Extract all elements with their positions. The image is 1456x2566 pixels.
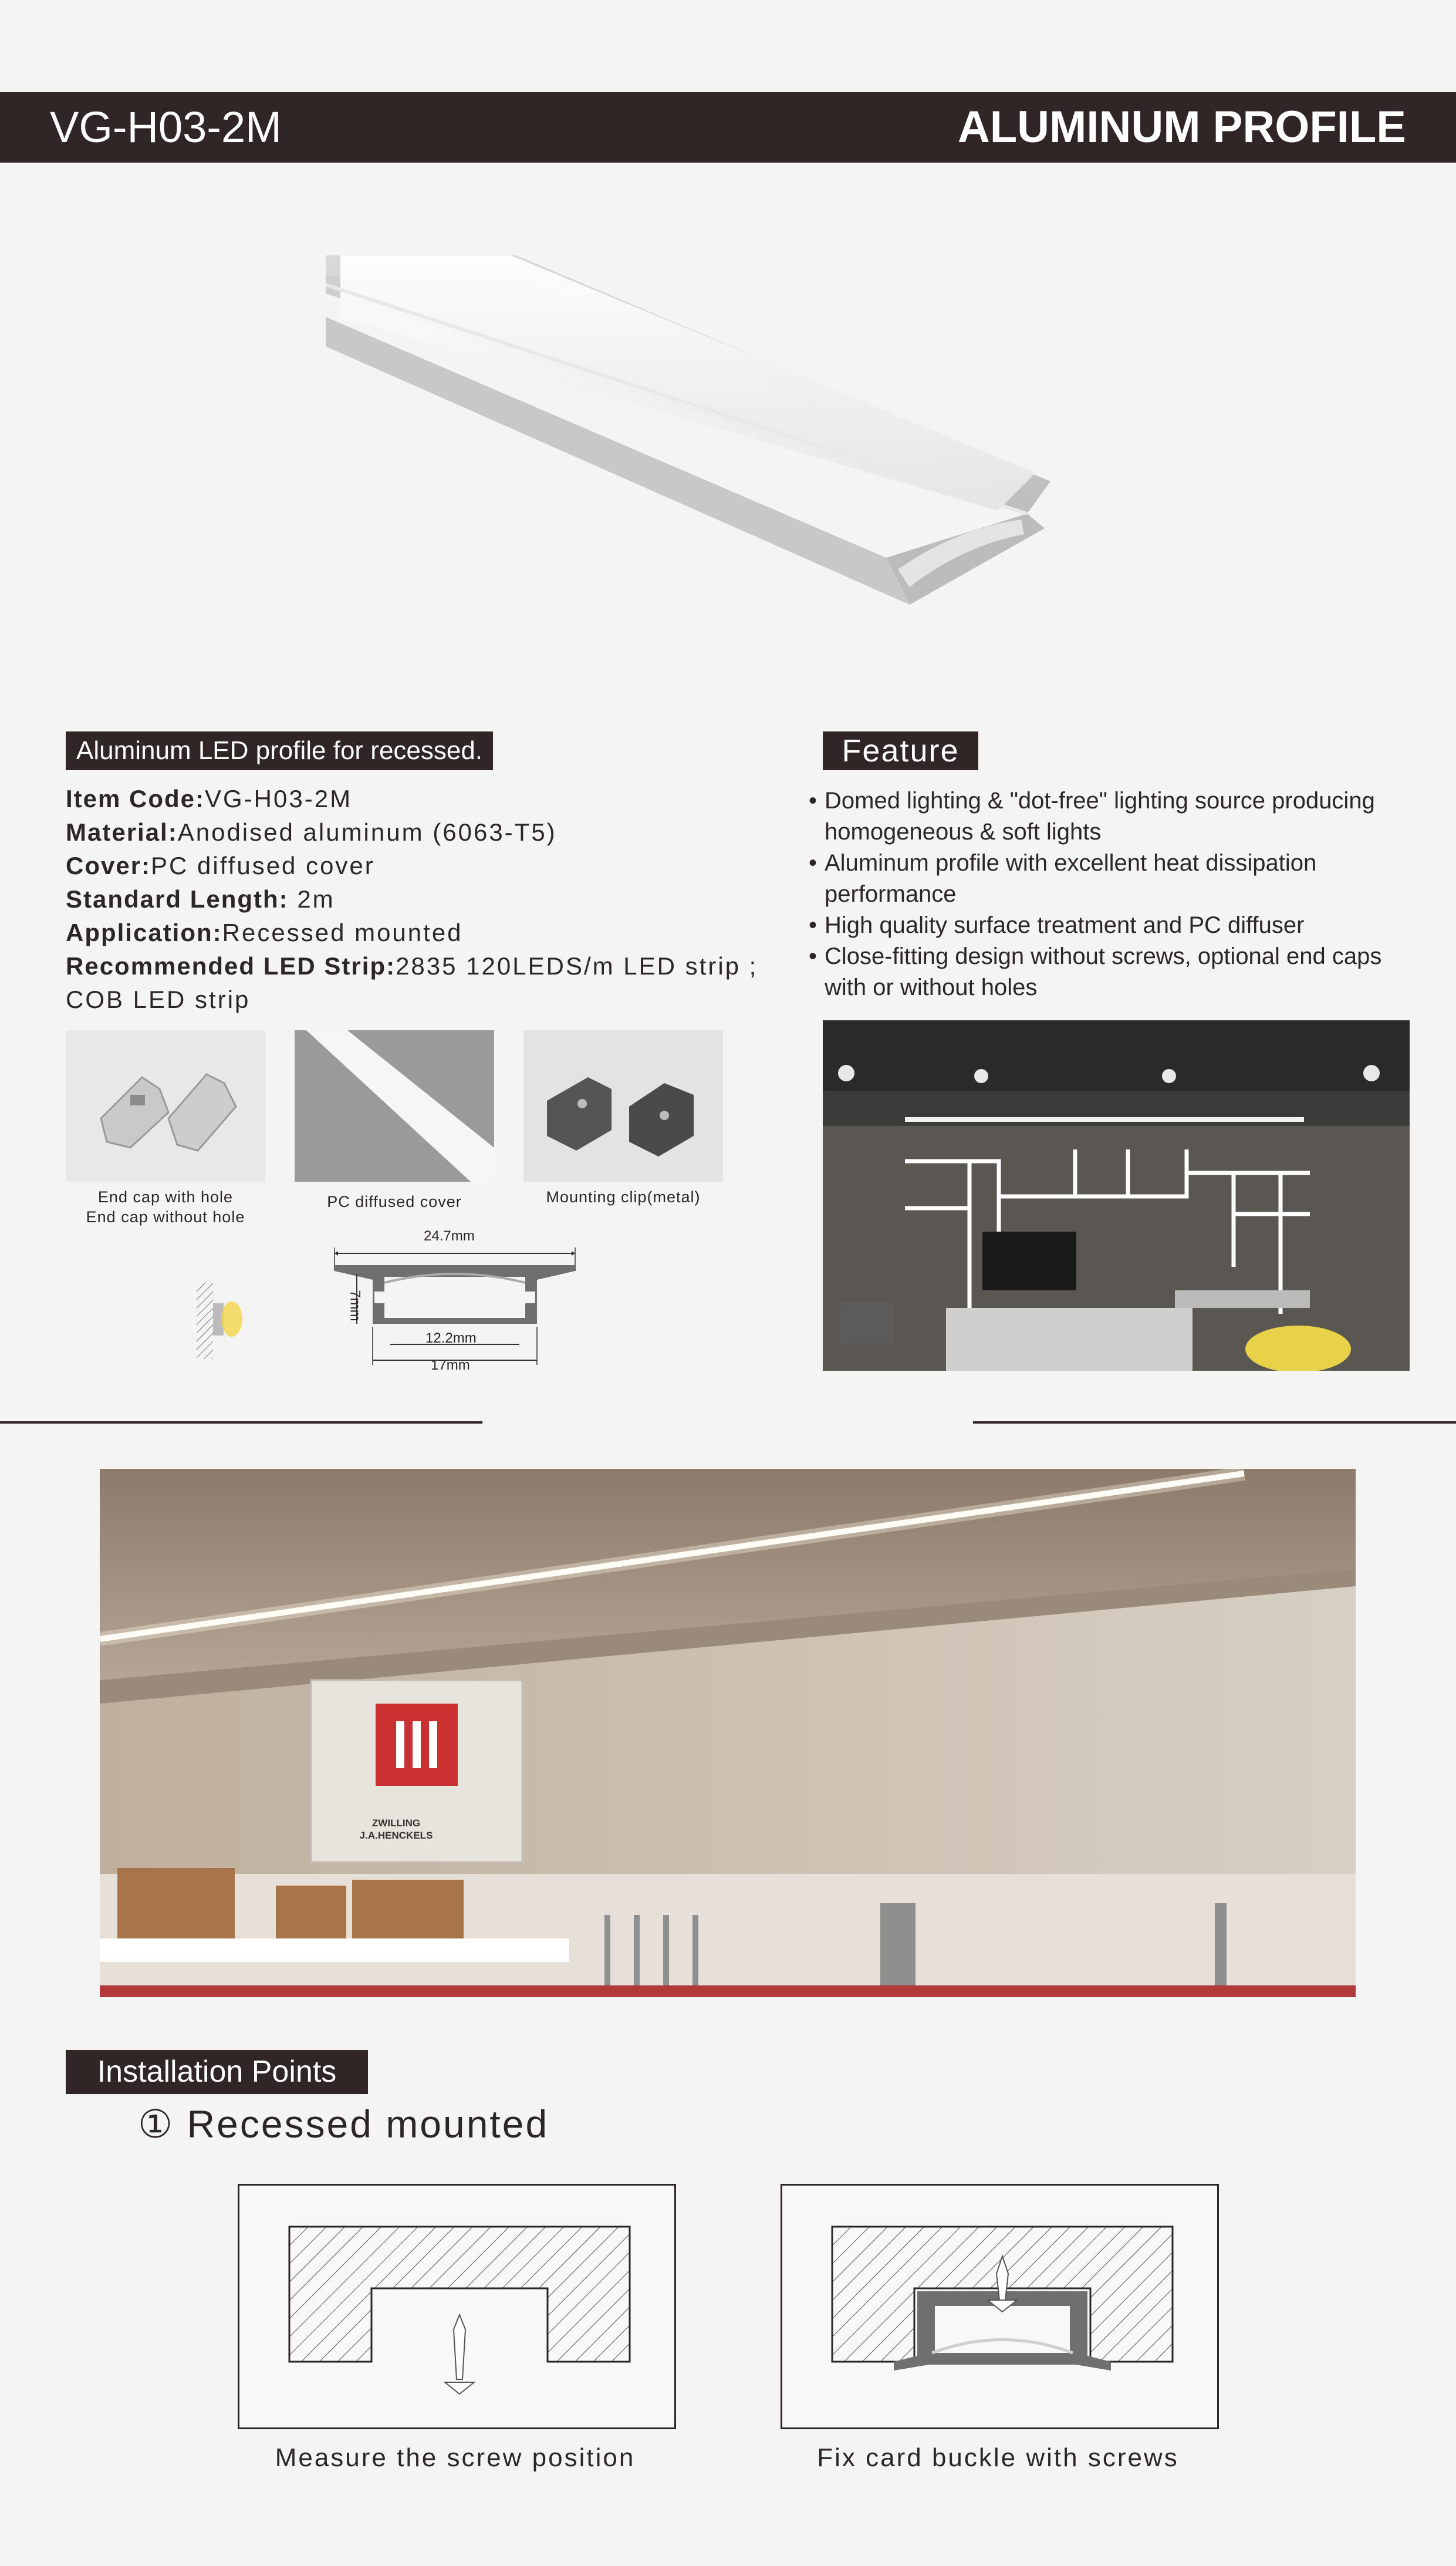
feature-item: • High quality surface treatment and PC diffuser [809, 910, 1419, 941]
spec-led-strip-2: COB LED strip [66, 986, 251, 1013]
spec-led-strip: Recommended LED Strip:2835 120LEDS/m LED strip ; [66, 952, 758, 980]
feature-item: • Close-fitting design without screws, optional end caps with or without holes [809, 941, 1419, 1003]
store-sign: ZWILLING J.A.HENCKELS [359, 1818, 433, 1841]
step1-diagram [238, 2184, 676, 2429]
spec-application: Application:Recessed mounted [66, 919, 463, 946]
mounting-clip-image [523, 1030, 723, 1182]
diffused-cover-image [295, 1030, 494, 1182]
diffused-cover-caption: PC diffused cover [327, 1193, 462, 1210]
step2-caption: Fix card buckle with screws [817, 2443, 1179, 2472]
feature-title: Feature [823, 731, 978, 770]
installation-method: ① Recessed mounted [138, 2102, 549, 2146]
step1-caption: Measure the screw position [275, 2443, 636, 2472]
feature-item: • Domed lighting & "dot-free" lighting source producing homogeneous & soft lights [809, 785, 1419, 848]
divider-left [0, 1421, 482, 1424]
dim-inner: 12.2mm [425, 1330, 477, 1346]
feature-list [809, 785, 1419, 1003]
dim-bottom: 17mm [431, 1357, 470, 1373]
interior-photo [823, 1020, 1410, 1371]
profile-subtitle: Aluminum LED profile for recessed. [66, 731, 493, 770]
application-photo [100, 1469, 1356, 1997]
dim-width-top: 24.7mm [424, 1228, 475, 1244]
end-cap-caption: End cap with hole End cap without hole [86, 1188, 245, 1226]
model-number: VG-H03-2M [50, 103, 282, 151]
mounting-clip-caption: Mounting clip(metal) [546, 1188, 701, 1206]
spec-length: Standard Length: 2m [66, 885, 335, 913]
end-cap-image [66, 1030, 265, 1182]
installation-title: Installation Points [66, 2050, 368, 2094]
feature-item: • Aluminum profile with excellent heat dissipation performance [809, 848, 1419, 910]
spec-item-code: Item Code:VG-H03-2M [66, 785, 353, 812]
spec-cover: Cover:PC diffused cover [66, 852, 375, 879]
product-hero-image [323, 252, 1056, 628]
step2-diagram [781, 2184, 1219, 2429]
spec-material: Material:Anodised aluminum (6063-T5) [66, 818, 557, 846]
dim-height: 7mm [347, 1290, 363, 1321]
cross-section-drawing [329, 1224, 587, 1374]
product-type-title: ALUMINUM PROFILE [957, 102, 1406, 152]
divider-right [973, 1421, 1456, 1424]
recessed-section-icon [197, 1283, 255, 1359]
